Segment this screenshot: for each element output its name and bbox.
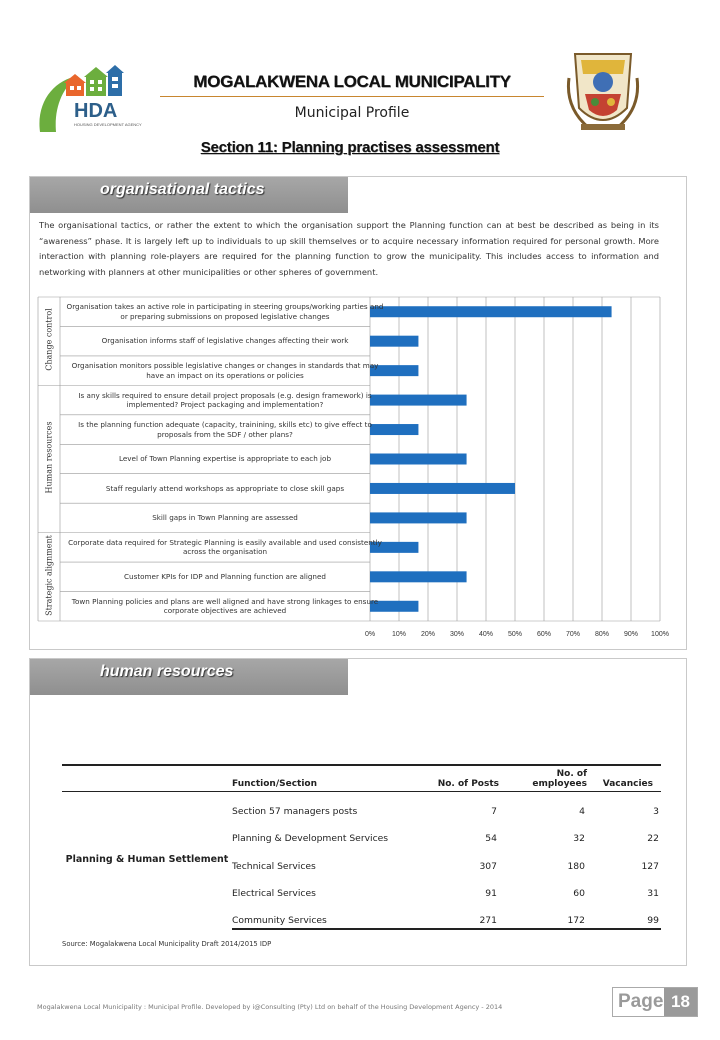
x-tick-label: 70% bbox=[565, 631, 580, 638]
title-divider bbox=[160, 96, 544, 97]
group-label: Human resources bbox=[44, 421, 54, 494]
group-label: Change control bbox=[44, 308, 54, 371]
col-header-employees: No. of employees bbox=[499, 765, 587, 791]
x-tick-label: 50% bbox=[507, 631, 522, 638]
municipal-crest-logo bbox=[565, 48, 641, 134]
x-tick-label: 10% bbox=[391, 631, 406, 638]
function-cell: Planning & Development Services bbox=[232, 833, 389, 844]
col-header-posts: No. of Posts bbox=[427, 765, 499, 791]
footer-text: Mogalakwena Local Municipality : Municipal Profile. Developed by i@Consulting (Pty) Ltd on behalf of the Housing Development Agency - 2014 bbox=[37, 1003, 503, 1011]
col-header-function: Function/Section bbox=[232, 765, 427, 791]
function-cell: Electrical Services bbox=[232, 888, 316, 899]
x-tick-label: 30% bbox=[449, 631, 464, 638]
x-tick-label: 40% bbox=[478, 631, 493, 638]
category-label: Staff regularly attend workshops as appropriate to close skill gaps bbox=[105, 483, 345, 493]
employees-cell: 172 bbox=[499, 901, 587, 929]
municipality-title: MOGALAKWENA LOCAL MUNICIPALITY bbox=[193, 72, 511, 91]
posts-cell: 54 bbox=[485, 833, 497, 844]
x-tick-label: 80% bbox=[594, 631, 609, 638]
function-cell: Section 57 managers posts bbox=[232, 805, 358, 817]
page-word: Page bbox=[618, 991, 664, 1012]
page-number: 18 bbox=[664, 988, 697, 1016]
vacancies-cell: 22 bbox=[647, 833, 659, 844]
x-tick-label: 60% bbox=[536, 631, 551, 638]
dept-header bbox=[62, 765, 232, 791]
category-label: Skill gaps in Town Planning are assessed bbox=[152, 513, 298, 523]
category-label: Organisation takes an active role in participating in steering groups/working parties and or preparing submissions on proposed legislative changes bbox=[66, 302, 384, 321]
vacancies-cell: 99 bbox=[587, 901, 661, 929]
section-title: Section 11: Planning practises assessment bbox=[200, 139, 500, 156]
organisational-tactics-tab: organisational tactics bbox=[30, 177, 348, 213]
x-tick-label: 20% bbox=[420, 631, 435, 638]
employees-cell: 32 bbox=[573, 833, 585, 844]
vacancies-cell: 31 bbox=[647, 888, 659, 899]
header-title-block bbox=[160, 72, 544, 121]
category-label: Level of Town Planning expertise is appropriate to each job bbox=[118, 454, 332, 464]
category-label: Is any skills required to ensure detail project proposals (e.g. design framework) is implemented? Project packaging and implementation? bbox=[78, 390, 372, 410]
group-label: Strategic alignment bbox=[44, 534, 54, 616]
posts-cell: 307 bbox=[479, 860, 497, 872]
employees-cell: 180 bbox=[567, 860, 585, 872]
employees-cell: 4 bbox=[579, 805, 585, 817]
page-subtitle: Municipal Profile bbox=[294, 105, 410, 121]
page-number-box bbox=[612, 987, 698, 1017]
hr-table bbox=[62, 764, 661, 930]
intro-paragraph: The organisational tactics, or rather the extent to which the organisation support the Planning function can at best be described as being in its “awareness” phase. It is largely left up to individuals to up skill themselves or to acquire necessary information required for personal growth. More interaction with planning role-players are required for the planning function to grow the municipality. This includes access to information and networking with planners at other municipalities or other spheres of government. bbox=[39, 220, 659, 277]
category-label: Organisation monitors possible legislative changes or changes in standards that may have an impact on its operations or policies bbox=[71, 361, 379, 380]
hda-logo-letters: HDA bbox=[74, 100, 118, 122]
posts-cell: 7 bbox=[491, 805, 497, 817]
category-label: Customer KPIs for IDP and Planning function are aligned bbox=[124, 572, 326, 582]
bar bbox=[370, 306, 612, 317]
table-header-row bbox=[62, 765, 661, 791]
function-cell: Technical Services bbox=[232, 860, 316, 872]
posts-cell: 91 bbox=[485, 888, 497, 899]
category-label: Corporate data required for Strategic Planning is easily available and used consistently across the organisation bbox=[68, 537, 382, 557]
category-label: Is the planning function adequate (capacity, trainining, skills etc) to give effect to proposals from the SDF / other plans? bbox=[78, 420, 372, 439]
hda-logo-tagline: HOUSING DEVELOPMENT AGENCY bbox=[74, 122, 142, 127]
employees-cell: 60 bbox=[573, 888, 585, 899]
planning-assessment-chart bbox=[38, 295, 678, 645]
function-cell: Community Services bbox=[232, 901, 427, 929]
table-source-note: Source: Mogalakwena Local Municipality Draft 2014/2015 IDP bbox=[62, 940, 272, 948]
posts-cell: 271 bbox=[427, 901, 499, 929]
x-tick-label: 90% bbox=[623, 631, 638, 638]
table-row bbox=[62, 791, 661, 819]
col-header-vacancies: Vacancies bbox=[587, 765, 661, 791]
category-label: Organisation informs staff of legislative changes affecting their work bbox=[101, 336, 349, 346]
department-cell: Planning & Human Settlement bbox=[65, 853, 229, 865]
x-tick-label: 100% bbox=[651, 631, 669, 638]
vacancies-cell: 3 bbox=[653, 805, 659, 817]
x-tick-label: 0% bbox=[364, 631, 376, 638]
human-resources-tab: human resources bbox=[30, 659, 348, 695]
hda-logo bbox=[34, 62, 152, 136]
vacancies-cell: 127 bbox=[641, 860, 659, 872]
category-label: Town Planning policies and plans are well aligned and have strong linkages to ensure corporate objectives are achieved bbox=[71, 596, 379, 616]
bar bbox=[370, 483, 515, 494]
